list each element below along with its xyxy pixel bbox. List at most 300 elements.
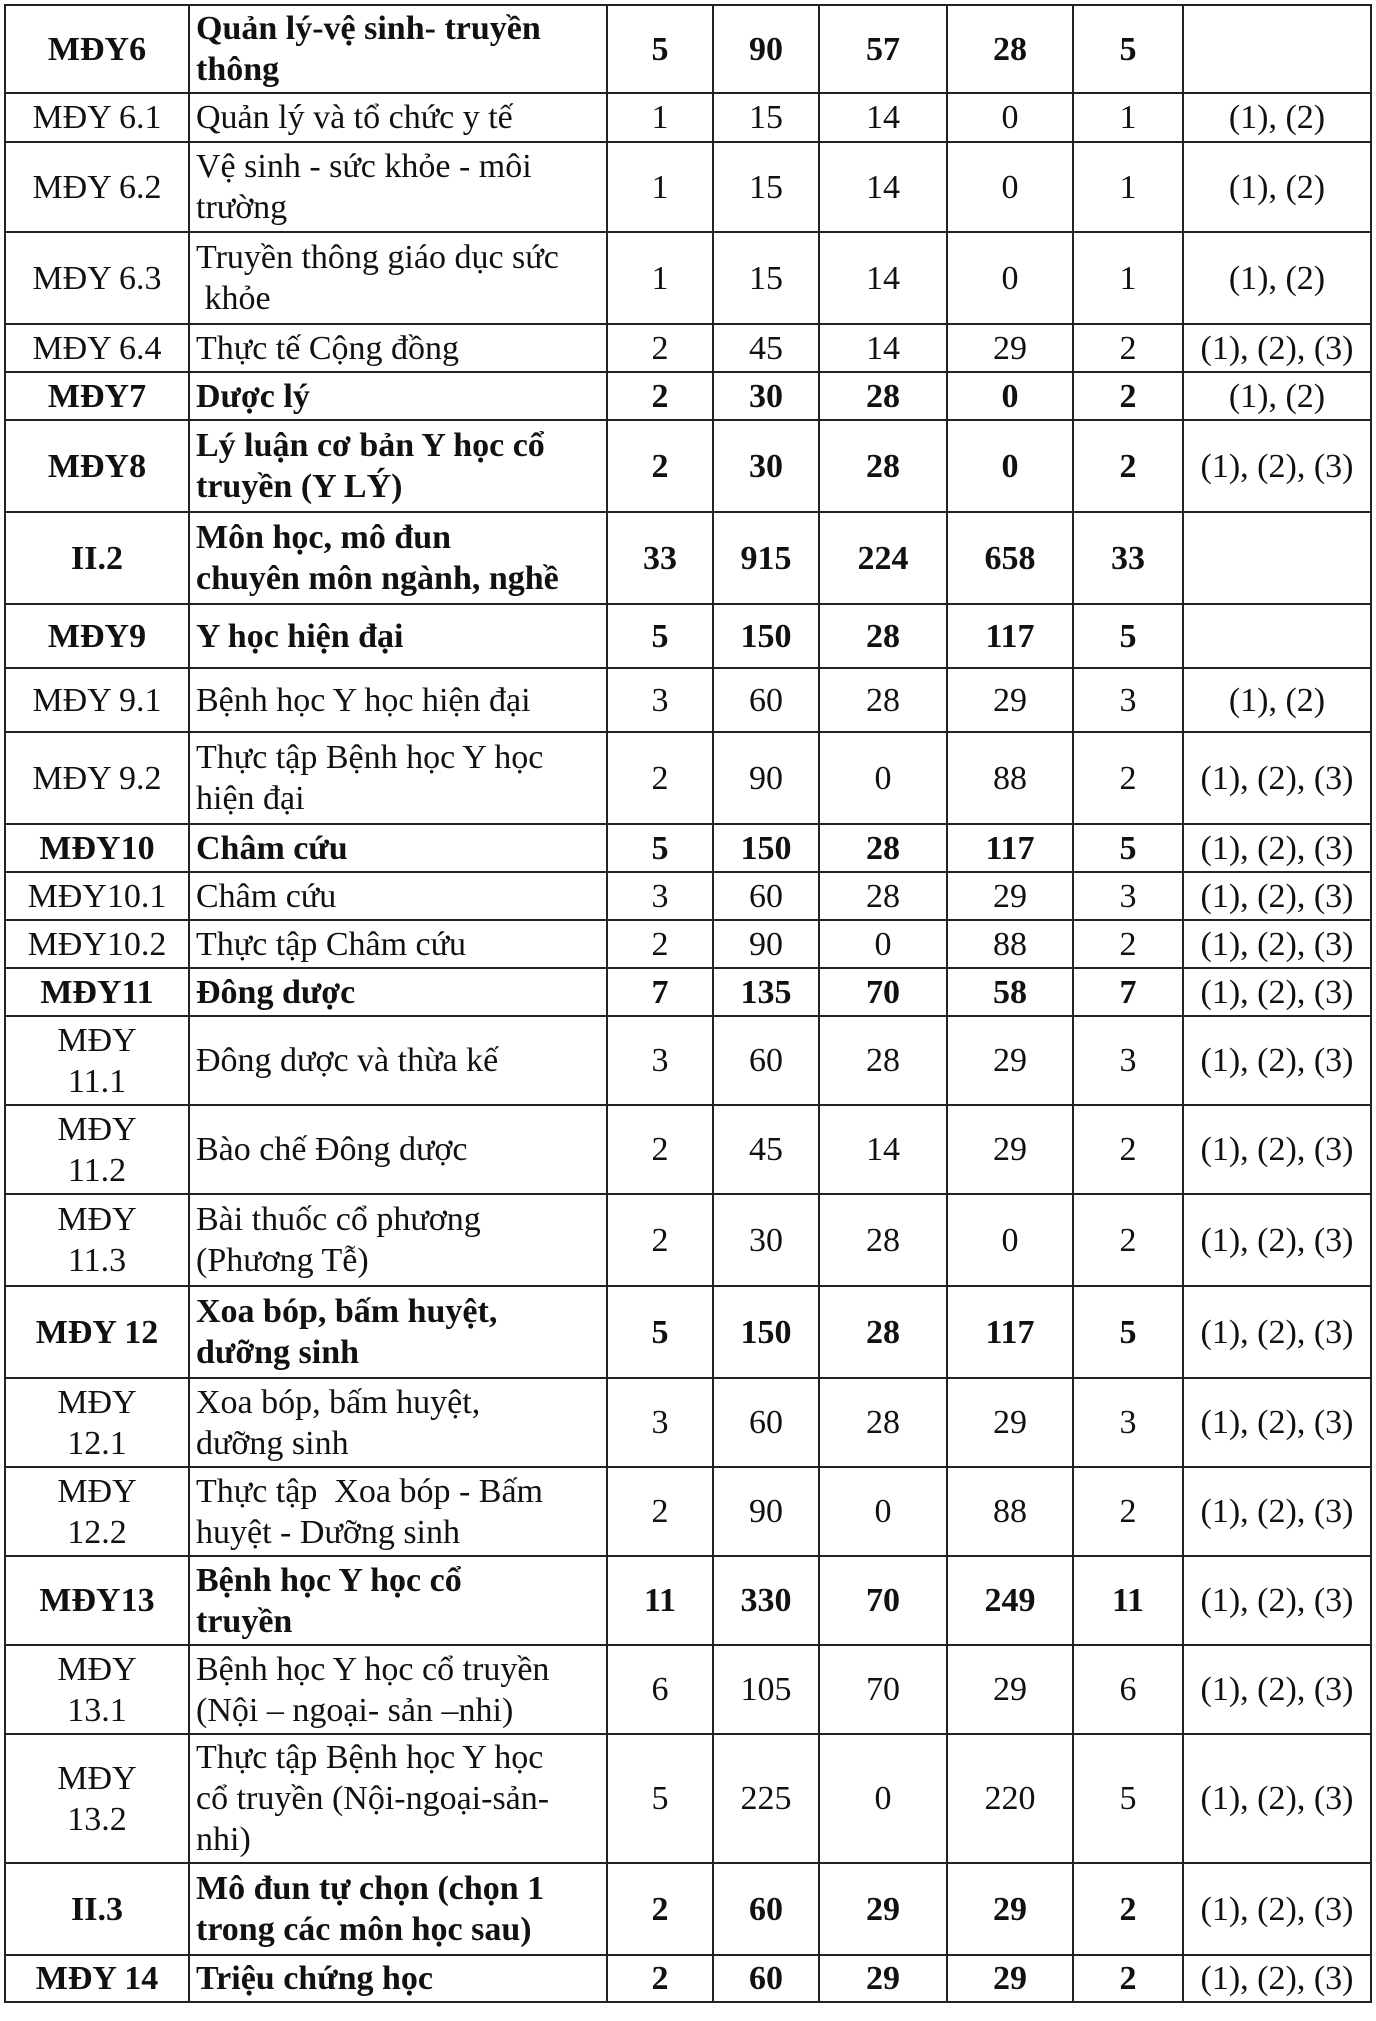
module-name: Truyền thông giáo dục sức bbox=[196, 239, 559, 276]
theory-hours-cell: 0 bbox=[819, 920, 947, 968]
theory-hours-cell: 28 bbox=[819, 1286, 947, 1378]
exam-hours-cell: 7 bbox=[1073, 968, 1183, 1016]
table-row bbox=[5, 142, 1371, 232]
note-cell: (1), (2) bbox=[1183, 668, 1371, 732]
practice-hours-cell: 117 bbox=[947, 604, 1073, 668]
module-code: 13.2 bbox=[67, 1800, 127, 1838]
table-row bbox=[5, 324, 1371, 372]
module-code: MĐY 12 bbox=[35, 1313, 159, 1351]
module-name-cell bbox=[189, 668, 607, 732]
module-code-cell bbox=[5, 872, 189, 920]
practice-hours-cell: 29 bbox=[947, 1645, 1073, 1734]
practice-hours-cell: 0 bbox=[947, 93, 1073, 142]
theory-hours-cell: 28 bbox=[819, 824, 947, 872]
module-name: Thực tập Châm cứu bbox=[196, 925, 467, 963]
total-hours-cell: 60 bbox=[713, 1863, 819, 1955]
practice-hours-cell: 29 bbox=[947, 872, 1073, 920]
credits-cell: 2 bbox=[607, 1194, 713, 1286]
practice-hours-cell: 0 bbox=[947, 142, 1073, 232]
exam-hours-cell: 2 bbox=[1073, 1194, 1183, 1286]
note-cell: (1), (2), (3) bbox=[1183, 920, 1371, 968]
credits-cell: 5 bbox=[607, 1286, 713, 1378]
module-name: Bào chế Đông dược bbox=[196, 1131, 468, 1168]
total-hours-cell: 90 bbox=[713, 1467, 819, 1556]
theory-hours-cell: 70 bbox=[819, 1556, 947, 1645]
module-name-cell bbox=[189, 824, 607, 872]
module-code: 12.2 bbox=[67, 1513, 127, 1551]
module-name: Lý luận cơ bản Y học cổ bbox=[196, 427, 545, 464]
module-name-cell bbox=[189, 512, 607, 604]
note-cell: (1), (2), (3) bbox=[1183, 1286, 1371, 1378]
credits-cell: 1 bbox=[607, 142, 713, 232]
exam-hours-cell: 3 bbox=[1073, 1378, 1183, 1467]
exam-hours-cell: 3 bbox=[1073, 872, 1183, 920]
total-hours-cell: 135 bbox=[713, 968, 819, 1016]
table-row bbox=[5, 232, 1371, 324]
module-name-cell bbox=[189, 1955, 607, 2002]
module-name: Đông dược bbox=[196, 973, 356, 1011]
module-name-cell bbox=[189, 420, 607, 512]
module-code-cell bbox=[5, 372, 189, 420]
note-cell: (1), (2), (3) bbox=[1183, 1194, 1371, 1286]
practice-hours-cell: 0 bbox=[947, 372, 1073, 420]
module-code: MĐY 14 bbox=[35, 1960, 159, 1997]
note-cell: (1), (2), (3) bbox=[1183, 1467, 1371, 1556]
theory-hours-cell: 28 bbox=[819, 872, 947, 920]
credits-cell: 1 bbox=[607, 232, 713, 324]
exam-hours-cell: 5 bbox=[1073, 1734, 1183, 1863]
module-name: truyền bbox=[196, 1602, 293, 1640]
exam-hours-cell: 2 bbox=[1073, 420, 1183, 512]
exam-hours-cell: 2 bbox=[1073, 372, 1183, 420]
exam-hours-cell: 1 bbox=[1073, 232, 1183, 324]
table-row bbox=[5, 1556, 1371, 1645]
practice-hours-cell: 29 bbox=[947, 1863, 1073, 1955]
module-name: khỏe bbox=[196, 280, 271, 317]
module-name: Bệnh học Y học cổ truyền bbox=[196, 1650, 550, 1688]
note-cell bbox=[1183, 5, 1371, 93]
module-name-cell bbox=[189, 1105, 607, 1194]
module-name: Bệnh học Y học hiện đại bbox=[196, 681, 531, 719]
total-hours-cell: 225 bbox=[713, 1734, 819, 1863]
module-code-cell bbox=[5, 968, 189, 1016]
total-hours-cell: 60 bbox=[713, 668, 819, 732]
module-code: 11.3 bbox=[67, 1242, 127, 1279]
exam-hours-cell: 5 bbox=[1073, 824, 1183, 872]
practice-hours-cell: 0 bbox=[947, 232, 1073, 324]
module-name: Châm cứu bbox=[196, 877, 337, 915]
module-code-cell bbox=[5, 668, 189, 732]
note-cell: (1), (2) bbox=[1183, 142, 1371, 232]
note-cell: (1), (2), (3) bbox=[1183, 824, 1371, 872]
exam-hours-cell: 11 bbox=[1073, 1556, 1183, 1645]
module-name: nhi) bbox=[196, 1821, 251, 1858]
module-name-cell bbox=[189, 1016, 607, 1105]
credits-cell: 2 bbox=[607, 1863, 713, 1955]
module-name-cell bbox=[189, 93, 607, 142]
theory-hours-cell: 0 bbox=[819, 1467, 947, 1556]
table-row bbox=[5, 968, 1371, 1016]
exam-hours-cell: 1 bbox=[1073, 142, 1183, 232]
total-hours-cell: 90 bbox=[713, 920, 819, 968]
table-row bbox=[5, 1194, 1371, 1286]
module-code: MĐY10.2 bbox=[27, 925, 167, 963]
module-name: Triệu chứng học bbox=[196, 1960, 434, 1997]
module-name: Châm cứu bbox=[196, 829, 348, 867]
theory-hours-cell: 28 bbox=[819, 1194, 947, 1286]
exam-hours-cell: 33 bbox=[1073, 512, 1183, 604]
total-hours-cell: 30 bbox=[713, 372, 819, 420]
module-code-cell bbox=[5, 1734, 189, 1863]
table-row bbox=[5, 1378, 1371, 1467]
module-name: Vệ sinh - sức khỏe - môi bbox=[196, 148, 532, 185]
table-row bbox=[5, 1955, 1371, 2002]
total-hours-cell: 45 bbox=[713, 1105, 819, 1194]
module-name: Thực tập Bệnh học Y học bbox=[196, 1739, 544, 1776]
total-hours-cell: 150 bbox=[713, 604, 819, 668]
module-code-cell bbox=[5, 512, 189, 604]
total-hours-cell: 15 bbox=[713, 142, 819, 232]
practice-hours-cell: 58 bbox=[947, 968, 1073, 1016]
module-code-cell bbox=[5, 604, 189, 668]
module-name: (Nội – ngoại- sản –nhi) bbox=[196, 1691, 514, 1729]
practice-hours-cell: 29 bbox=[947, 1105, 1073, 1194]
module-code: MĐY13 bbox=[39, 1582, 155, 1619]
theory-hours-cell: 28 bbox=[819, 372, 947, 420]
module-name-cell bbox=[189, 232, 607, 324]
module-code-cell bbox=[5, 1016, 189, 1105]
credits-cell: 11 bbox=[607, 1556, 713, 1645]
curriculum-table bbox=[4, 4, 1372, 2003]
theory-hours-cell: 14 bbox=[819, 1105, 947, 1194]
module-name-cell bbox=[189, 324, 607, 372]
module-code: MĐY 6.1 bbox=[32, 99, 162, 136]
theory-hours-cell: 0 bbox=[819, 732, 947, 824]
module-name: Quản lý-vệ sinh- truyền bbox=[196, 10, 541, 47]
table-row bbox=[5, 1286, 1371, 1378]
module-code-cell bbox=[5, 1863, 189, 1955]
exam-hours-cell: 5 bbox=[1073, 604, 1183, 668]
module-name-cell bbox=[189, 1734, 607, 1863]
module-name: truyền (Y LÝ) bbox=[196, 468, 403, 505]
theory-hours-cell: 28 bbox=[819, 1016, 947, 1105]
module-code-cell bbox=[5, 1645, 189, 1734]
theory-hours-cell: 14 bbox=[819, 142, 947, 232]
module-name: Thực tập Bệnh học Y học bbox=[196, 739, 544, 776]
module-name: Xoa bóp, bấm huyệt, bbox=[196, 1383, 481, 1421]
table-row bbox=[5, 1645, 1371, 1734]
total-hours-cell: 150 bbox=[713, 824, 819, 872]
module-code-cell bbox=[5, 732, 189, 824]
note-cell: (1), (2), (3) bbox=[1183, 872, 1371, 920]
module-name: huyệt - Dưỡng sinh bbox=[196, 1513, 460, 1551]
module-code-cell bbox=[5, 920, 189, 968]
practice-hours-cell: 658 bbox=[947, 512, 1073, 604]
module-name: Bệnh học Y học cổ bbox=[196, 1561, 462, 1599]
module-name: Thực tập Xoa bóp - Bấm bbox=[196, 1472, 544, 1510]
module-code-cell bbox=[5, 1105, 189, 1194]
practice-hours-cell: 29 bbox=[947, 324, 1073, 372]
credits-cell: 3 bbox=[607, 1378, 713, 1467]
credits-cell: 2 bbox=[607, 1467, 713, 1556]
module-name: Bài thuốc cổ phương bbox=[196, 1201, 481, 1238]
theory-hours-cell: 0 bbox=[819, 1734, 947, 1863]
table-row bbox=[5, 732, 1371, 824]
theory-hours-cell: 28 bbox=[819, 1378, 947, 1467]
note-cell: (1), (2), (3) bbox=[1183, 420, 1371, 512]
exam-hours-cell: 1 bbox=[1073, 93, 1183, 142]
module-name-cell bbox=[189, 1467, 607, 1556]
note-cell: (1), (2), (3) bbox=[1183, 1955, 1371, 2002]
module-code-cell bbox=[5, 420, 189, 512]
theory-hours-cell: 28 bbox=[819, 420, 947, 512]
module-code: MĐY 6.2 bbox=[32, 168, 162, 206]
practice-hours-cell: 220 bbox=[947, 1734, 1073, 1863]
module-code: MĐY 6.3 bbox=[32, 259, 162, 297]
total-hours-cell: 30 bbox=[713, 420, 819, 512]
practice-hours-cell: 29 bbox=[947, 1955, 1073, 2002]
module-code: MĐY bbox=[57, 1201, 137, 1238]
practice-hours-cell: 29 bbox=[947, 1016, 1073, 1105]
total-hours-cell: 105 bbox=[713, 1645, 819, 1734]
exam-hours-cell: 2 bbox=[1073, 324, 1183, 372]
theory-hours-cell: 28 bbox=[819, 604, 947, 668]
credits-cell: 2 bbox=[607, 372, 713, 420]
total-hours-cell: 15 bbox=[713, 93, 819, 142]
note-cell: (1), (2) bbox=[1183, 232, 1371, 324]
module-code: MĐY bbox=[57, 1472, 137, 1510]
module-name-cell bbox=[189, 1645, 607, 1734]
table-row bbox=[5, 1863, 1371, 1955]
practice-hours-cell: 0 bbox=[947, 1194, 1073, 1286]
table-row bbox=[5, 872, 1371, 920]
module-code: MĐY bbox=[57, 1110, 137, 1148]
module-code: MĐY6 bbox=[47, 30, 147, 68]
total-hours-cell: 60 bbox=[713, 1016, 819, 1105]
table-row bbox=[5, 5, 1371, 93]
credits-cell: 6 bbox=[607, 1645, 713, 1734]
total-hours-cell: 150 bbox=[713, 1286, 819, 1378]
table-row bbox=[5, 1467, 1371, 1556]
credits-cell: 2 bbox=[607, 1105, 713, 1194]
table-body bbox=[5, 5, 1371, 2002]
module-name: Mô đun tự chọn (chọn 1 bbox=[196, 1870, 545, 1907]
credits-cell: 3 bbox=[607, 872, 713, 920]
module-code: 11.1 bbox=[67, 1062, 127, 1100]
exam-hours-cell: 2 bbox=[1073, 920, 1183, 968]
total-hours-cell: 90 bbox=[713, 732, 819, 824]
module-code: MĐY 6.4 bbox=[32, 329, 162, 367]
module-code: MĐY bbox=[57, 1650, 137, 1688]
practice-hours-cell: 88 bbox=[947, 732, 1073, 824]
module-name: (Phương Tễ) bbox=[196, 1242, 369, 1279]
theory-hours-cell: 14 bbox=[819, 232, 947, 324]
practice-hours-cell: 249 bbox=[947, 1556, 1073, 1645]
total-hours-cell: 60 bbox=[713, 1378, 819, 1467]
module-name: Quản lý và tổ chức y tế bbox=[196, 99, 513, 136]
practice-hours-cell: 117 bbox=[947, 1286, 1073, 1378]
note-cell: (1), (2), (3) bbox=[1183, 1645, 1371, 1734]
practice-hours-cell: 28 bbox=[947, 5, 1073, 93]
module-name: dưỡng sinh bbox=[196, 1334, 360, 1371]
total-hours-cell: 15 bbox=[713, 232, 819, 324]
total-hours-cell: 60 bbox=[713, 1955, 819, 2002]
practice-hours-cell: 29 bbox=[947, 1378, 1073, 1467]
note-cell bbox=[1183, 604, 1371, 668]
total-hours-cell: 915 bbox=[713, 512, 819, 604]
practice-hours-cell: 88 bbox=[947, 920, 1073, 968]
note-cell: (1), (2), (3) bbox=[1183, 968, 1371, 1016]
module-code: MĐY10 bbox=[39, 829, 155, 867]
module-code: MĐY bbox=[57, 1383, 137, 1421]
table-row bbox=[5, 512, 1371, 604]
table-row bbox=[5, 604, 1371, 668]
module-name-cell bbox=[189, 142, 607, 232]
exam-hours-cell: 2 bbox=[1073, 1955, 1183, 2002]
table-row bbox=[5, 668, 1371, 732]
note-cell: (1), (2) bbox=[1183, 93, 1371, 142]
module-name-cell bbox=[189, 920, 607, 968]
total-hours-cell: 330 bbox=[713, 1556, 819, 1645]
module-name-cell bbox=[189, 1863, 607, 1955]
theory-hours-cell: 29 bbox=[819, 1955, 947, 2002]
module-name: trong các môn học sau) bbox=[196, 1911, 532, 1948]
credits-cell: 3 bbox=[607, 668, 713, 732]
table-row bbox=[5, 1105, 1371, 1194]
module-code-cell bbox=[5, 1194, 189, 1286]
module-code-cell bbox=[5, 1286, 189, 1378]
module-name-cell bbox=[189, 968, 607, 1016]
credits-cell: 3 bbox=[607, 1016, 713, 1105]
module-code: MĐY8 bbox=[47, 447, 147, 485]
credits-cell: 5 bbox=[607, 604, 713, 668]
module-code: MĐY9 bbox=[47, 617, 147, 655]
total-hours-cell: 60 bbox=[713, 872, 819, 920]
exam-hours-cell: 2 bbox=[1073, 732, 1183, 824]
module-name: Thực tế Cộng đồng bbox=[196, 329, 460, 367]
module-name-cell bbox=[189, 5, 607, 93]
credits-cell: 5 bbox=[607, 824, 713, 872]
module-name-cell bbox=[189, 872, 607, 920]
module-name: dưỡng sinh bbox=[196, 1424, 349, 1462]
credits-cell: 5 bbox=[607, 1734, 713, 1863]
note-cell: (1), (2), (3) bbox=[1183, 1863, 1371, 1955]
practice-hours-cell: 88 bbox=[947, 1467, 1073, 1556]
module-name: chuyên môn ngành, nghề bbox=[196, 560, 559, 597]
practice-hours-cell: 117 bbox=[947, 824, 1073, 872]
table-row bbox=[5, 1734, 1371, 1863]
module-code-cell bbox=[5, 824, 189, 872]
module-code: 11.2 bbox=[67, 1151, 127, 1189]
module-name: Dược lý bbox=[196, 377, 310, 415]
exam-hours-cell: 2 bbox=[1073, 1863, 1183, 1955]
module-code-cell bbox=[5, 142, 189, 232]
module-name: Đông dược và thừa kế bbox=[196, 1042, 499, 1079]
exam-hours-cell: 5 bbox=[1073, 1286, 1183, 1378]
module-code-cell bbox=[5, 93, 189, 142]
credits-cell: 33 bbox=[607, 512, 713, 604]
module-code: II.2 bbox=[71, 539, 123, 577]
total-hours-cell: 90 bbox=[713, 5, 819, 93]
module-code-cell bbox=[5, 324, 189, 372]
module-code: MĐY bbox=[57, 1759, 137, 1797]
theory-hours-cell: 57 bbox=[819, 5, 947, 93]
module-code-cell bbox=[5, 232, 189, 324]
module-code-cell bbox=[5, 1955, 189, 2002]
module-name: Y học hiện đại bbox=[196, 617, 404, 655]
table-row bbox=[5, 372, 1371, 420]
module-name: trường bbox=[196, 189, 288, 226]
module-code: 13.1 bbox=[67, 1691, 127, 1729]
module-code: MĐY11 bbox=[40, 973, 154, 1011]
module-name: Xoa bóp, bấm huyệt, bbox=[196, 1293, 498, 1330]
note-cell: (1), (2), (3) bbox=[1183, 732, 1371, 824]
table-row bbox=[5, 420, 1371, 512]
module-code-cell bbox=[5, 1378, 189, 1467]
exam-hours-cell: 3 bbox=[1073, 1016, 1183, 1105]
module-name-cell bbox=[189, 1378, 607, 1467]
module-name-cell bbox=[189, 732, 607, 824]
note-cell: (1), (2), (3) bbox=[1183, 324, 1371, 372]
module-code: MĐY10.1 bbox=[27, 877, 167, 915]
note-cell: (1), (2), (3) bbox=[1183, 1556, 1371, 1645]
note-cell: (1), (2), (3) bbox=[1183, 1378, 1371, 1467]
credits-cell: 2 bbox=[607, 420, 713, 512]
credits-cell: 2 bbox=[607, 920, 713, 968]
module-name: thông bbox=[196, 51, 280, 88]
module-code: MĐY7 bbox=[47, 377, 147, 415]
note-cell: (1), (2), (3) bbox=[1183, 1016, 1371, 1105]
practice-hours-cell: 29 bbox=[947, 668, 1073, 732]
module-code-cell bbox=[5, 1556, 189, 1645]
module-name-cell bbox=[189, 604, 607, 668]
theory-hours-cell: 70 bbox=[819, 968, 947, 1016]
theory-hours-cell: 70 bbox=[819, 1645, 947, 1734]
module-code-cell bbox=[5, 5, 189, 93]
theory-hours-cell: 14 bbox=[819, 93, 947, 142]
theory-hours-cell: 29 bbox=[819, 1863, 947, 1955]
module-name-cell bbox=[189, 1194, 607, 1286]
theory-hours-cell: 28 bbox=[819, 668, 947, 732]
table-row bbox=[5, 920, 1371, 968]
module-name-cell bbox=[189, 372, 607, 420]
note-cell: (1), (2) bbox=[1183, 372, 1371, 420]
module-name: Môn học, mô đun bbox=[196, 519, 452, 556]
module-name-cell bbox=[189, 1286, 607, 1378]
table-row bbox=[5, 824, 1371, 872]
module-name: hiện đại bbox=[196, 780, 305, 817]
total-hours-cell: 30 bbox=[713, 1194, 819, 1286]
theory-hours-cell: 14 bbox=[819, 324, 947, 372]
module-name-cell bbox=[189, 1556, 607, 1645]
theory-hours-cell: 224 bbox=[819, 512, 947, 604]
note-cell: (1), (2), (3) bbox=[1183, 1734, 1371, 1863]
credits-cell: 2 bbox=[607, 732, 713, 824]
exam-hours-cell: 3 bbox=[1073, 668, 1183, 732]
module-code: MĐY bbox=[57, 1021, 137, 1059]
credits-cell: 7 bbox=[607, 968, 713, 1016]
credits-cell: 2 bbox=[607, 1955, 713, 2002]
practice-hours-cell: 0 bbox=[947, 420, 1073, 512]
credits-cell: 1 bbox=[607, 93, 713, 142]
exam-hours-cell: 2 bbox=[1073, 1467, 1183, 1556]
table-row bbox=[5, 1016, 1371, 1105]
exam-hours-cell: 6 bbox=[1073, 1645, 1183, 1734]
module-code-cell bbox=[5, 1467, 189, 1556]
total-hours-cell: 45 bbox=[713, 324, 819, 372]
module-code: II.3 bbox=[71, 1890, 123, 1928]
credits-cell: 5 bbox=[607, 5, 713, 93]
